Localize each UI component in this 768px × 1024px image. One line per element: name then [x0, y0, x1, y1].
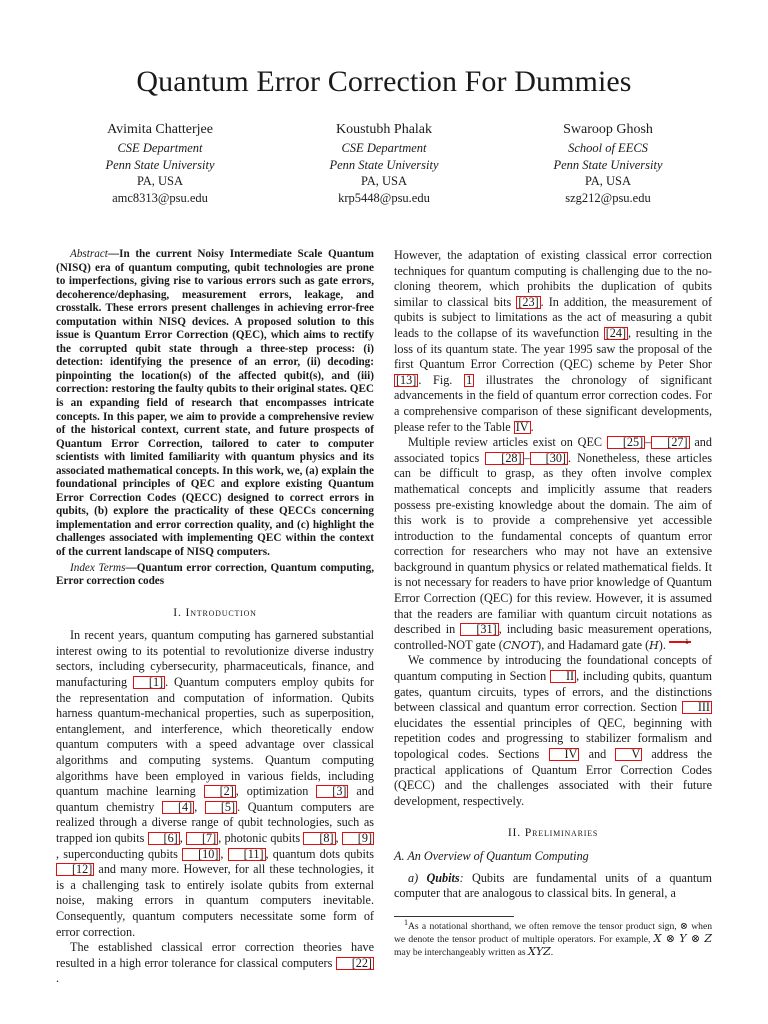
- section-link[interactable]: III: [682, 701, 712, 714]
- text-run: , photonic qubits: [218, 830, 304, 845]
- text-run: ,: [220, 846, 228, 861]
- author-email: szg212@psu.edu: [565, 190, 651, 205]
- author-3: [508, 120, 708, 206]
- citation-link[interactable]: [3]: [316, 785, 348, 798]
- text-run: . Nonetheless, these articles can be difficult to grasp, as they often involve complex mathematical concepts and implicitly assume that readers possess pre-existing knowledge about the domain. The aim of this work is to provide a comprehensive yet accessible introduction to the fundamental concepts of quantum error correction for researchers who may not have an extensive background in quantum physics or related mathematical fields. It is not necessary for readers to have prior knowledge of Quantum Error Correction (QEC) for this review. However, it is assumed that the readers are familiar with quantum circuit notations as described in: [394, 450, 712, 637]
- paragraph-lead-title: Qubits: [426, 870, 460, 885]
- citation-link[interactable]: [2]: [204, 785, 236, 798]
- paragraph-lead: [408, 871, 464, 885]
- text-run: In recent years, quantum computing has garnered substantial interest owing to its potential to revolutionize diverse industry sectors, including cybersecurity, pharmaceuticals, finance, and manufacturing: [56, 628, 374, 690]
- text-run: As a notational shorthand, we often remove the tensor product sign, ⊗ when we denote the tensor product of multiple operators. For example,: [394, 920, 712, 945]
- citation-link[interactable]: [4]: [162, 801, 194, 814]
- text-run: address the practical applications of Quantum Error Correction Codes (QECC) and the challenges associated with their future development, respectively.: [394, 747, 712, 808]
- abstract-lead: Abstract: [70, 248, 108, 260]
- author-name: Koustubh Phalak: [335, 122, 433, 137]
- author-location: PA, USA: [584, 174, 632, 188]
- text-run: .: [56, 971, 60, 986]
- intro-paragraph-1: [56, 628, 374, 940]
- author-university: Penn State University: [329, 157, 439, 172]
- author-university: Penn State University: [553, 157, 663, 172]
- intro-paragraph-3: [394, 248, 712, 435]
- section-link[interactable]: V: [615, 748, 642, 761]
- text-run: . Fig.: [418, 372, 465, 387]
- qubits-paragraph: [394, 871, 712, 902]
- text-run: ,: [335, 830, 342, 845]
- author-location: PA, USA: [136, 174, 184, 188]
- text-run: and: [579, 747, 616, 761]
- section-link[interactable]: IV: [549, 748, 580, 761]
- citation-link[interactable]: [25]: [607, 436, 645, 449]
- text-run: and many more. However, for all these technologies, it is a challenging task to entirely isolate qubits from external noise, making errors in quantum computers inevitable. Consequently, quantum computers necessitate some form of error correction.: [56, 862, 374, 939]
- author-name: Swaroop Ghosh: [563, 122, 653, 137]
- left-column: [56, 248, 374, 987]
- citation-link[interactable]: [13]: [396, 372, 417, 387]
- text-run: –: [645, 435, 652, 450]
- author-2: [284, 120, 484, 206]
- text-run: Multiple review articles exist on QEC: [408, 435, 607, 450]
- subsection-heading: A. An Overview of Quantum Computing: [394, 848, 589, 863]
- author-email: krp5448@psu.edu: [338, 190, 430, 205]
- figure-link[interactable]: 1: [466, 372, 473, 387]
- text-run: Qubits are fundamental units of a quantum computer that are analogous to classical bits. In general, a: [394, 870, 712, 901]
- citation-link[interactable]: [12]: [56, 863, 94, 876]
- text-run: . In addition, the measurement of qubits is subject to limitations as the act of measuring a qubit leads to the collapse of its wavefunction: [394, 294, 712, 340]
- author-department: School of EECS: [568, 141, 648, 155]
- citation-link[interactable]: [10]: [182, 848, 220, 861]
- citation-link[interactable]: [9]: [342, 832, 374, 845]
- math-tensor: X ⊗ Y ⊗ Z: [653, 931, 713, 945]
- text-run: , optimization: [235, 784, 317, 799]
- citation-link[interactable]: [28]: [485, 452, 523, 465]
- author-name: Avimita Chatterjee: [107, 122, 213, 137]
- author-block: [56, 120, 712, 206]
- math-h: H: [649, 638, 659, 652]
- author-department: CSE Department: [341, 141, 427, 155]
- footnote-mark: 1: [404, 917, 408, 927]
- text-run: .: [530, 419, 534, 434]
- math-cnot: CNOT: [502, 638, 538, 652]
- section-heading-preliminaries: II. Preliminaries: [507, 825, 599, 840]
- text-run: However, the adaptation of existing classical error correction techniques for quantum computing is challenging due to the no-cloning theorem, which prohibits the duplication of qubits similar to classical bits: [394, 248, 712, 309]
- text-run: ,: [179, 830, 186, 845]
- author-email: amc8313@psu.edu: [112, 190, 208, 205]
- text-run: and associated topics: [394, 435, 712, 465]
- text-run: may be interchangeably written as: [394, 946, 528, 958]
- author-department: CSE Department: [117, 141, 203, 155]
- footnote: [394, 917, 713, 959]
- citation-link[interactable]: [30]: [530, 452, 568, 465]
- text-run: ), and Hadamard gate (: [537, 637, 650, 652]
- citation-link[interactable]: [8]: [303, 832, 335, 845]
- citation-link[interactable]: [27]: [651, 436, 689, 449]
- footnote-link[interactable]: 1: [669, 641, 691, 643]
- text-run: , including basic measurement operations, controlled-NOT gate (: [394, 622, 712, 652]
- intro-paragraph-2: [56, 940, 374, 987]
- section-heading-introduction: I. Introduction: [173, 604, 257, 619]
- index-terms-text: —Quantum error correction, Quantum computing, Error correction codes: [56, 561, 374, 588]
- index-terms: [56, 562, 374, 589]
- text-run: elucidates the essential principles of QEC, beginning with repetition codes and progressing to stabilizer formalism and topological codes. Sections: [394, 715, 712, 761]
- table-link[interactable]: IV: [515, 419, 529, 434]
- text-run: . Quantum computers are realized through a diverse range of qubit technologies, such as trapped ion qubits: [56, 799, 374, 845]
- abstract: [56, 248, 374, 560]
- text-run: , quantum dots qubits: [265, 846, 375, 861]
- intro-paragraph-4: [394, 435, 712, 653]
- text-run: ,: [194, 799, 205, 814]
- footnote-divider: [394, 916, 514, 917]
- citation-link[interactable]: [11]: [228, 848, 266, 861]
- citation-link[interactable]: [5]: [205, 801, 237, 814]
- citation-link[interactable]: [31]: [460, 623, 498, 636]
- paragraph-lead-label: a): [408, 870, 427, 885]
- author-1: [60, 120, 260, 206]
- author-location: PA, USA: [360, 174, 408, 188]
- citation-link[interactable]: [6]: [148, 832, 180, 845]
- math-xyz: XYZ: [528, 944, 551, 958]
- paper-title: Quantum Error Correction For Dummies: [136, 65, 632, 98]
- citation-link[interactable]: [7]: [186, 832, 218, 845]
- citation-link[interactable]: [1]: [133, 676, 165, 689]
- paragraph-lead-colon: :: [459, 870, 464, 885]
- intro-paragraph-5: [394, 653, 712, 809]
- text-run: and quantum chemistry: [56, 784, 374, 814]
- text-run: , resulting in the loss of its quantum state. The year 1995 saw the proposal of the first Quantum Error Correction (QEC) scheme by Peter Shor: [394, 325, 712, 372]
- text-run: illustrates the chronology of significant advancements in the field of quantum error correction codes. For a comprehensive comparison of these significant developments, please refer to the Table: [394, 372, 713, 434]
- index-terms-lead: Index Terms: [70, 561, 126, 574]
- text-run: ).: [658, 637, 669, 652]
- citation-link[interactable]: [24]: [605, 325, 627, 340]
- text-run: –: [523, 450, 530, 465]
- text-run: We commence by introducing the foundational concepts of quantum computing in Section: [394, 653, 712, 684]
- right-column: [394, 248, 712, 987]
- section-link[interactable]: II: [550, 670, 576, 683]
- text-run: . Quantum computers employ qubits for the representation and computation of information. Qubits harness quantum-mechanical properties, such as superposition, entanglement, and interference, which theoretically endow quantum computers with a speed advantage over classical algorithms and computing systems. Quantum computing algorithms have been employed in various fields, including quantum machine learning: [56, 675, 374, 799]
- text-run: , including qubits, quantum gates, quantum circuits, types of errors, and the distinctions between classical and quantum error correction. Section: [394, 669, 712, 715]
- citation-link[interactable]: [23]: [518, 294, 539, 309]
- author-university: Penn State University: [105, 157, 215, 172]
- text-run: The established classical error correction theories have resulted in a high error tolerance for classical computers: [56, 940, 374, 970]
- citation-link[interactable]: [22]: [336, 957, 374, 970]
- abstract-text: —In the current Noisy Intermediate Scale Quantum (NISQ) era of quantum computing, qubit technologies are prone to imperfections, giving rise to various errors such as gate errors, decoherence/dephasing, measurement errors, leakage, and crosstalk. These errors present challenges in achieving error-free computation within NISQ devices. A proposed solution to this issue is Quantum Error Correction (QEC), which aims to rectify the corrupted qubit state through a three-step process: (i) detection: identifying the presence of an error, (ii) decoding: pinpointing the location(s) of the affected qubit(s), and (iii) correction: restoring the faulty qubits to their original states. QEC is an expanding field of research that encompasses intricate concepts. In this paper, we aim to provide a comprehensive review of the historical context, current state, and future prospects of Quantum Error Correction, tailored to cater to computer scientists with limited familiarity with quantum physics and its associated mathematical concepts. In this work, we, (a) explain the foundational principles of QEC and explore existing Quantum Error Correction Codes (QECC) designed to correct errors in qubits, (b) explore the practicality of these QECCs concerning implementation and error correction quality, and (c) highlight the challenges associated with implementing QEC within the context of the current landscape of NISQ computers.: [56, 248, 374, 559]
- text-run: .: [550, 946, 554, 958]
- body-columns: [56, 248, 712, 987]
- text-run: , superconducting qubits: [56, 846, 183, 861]
